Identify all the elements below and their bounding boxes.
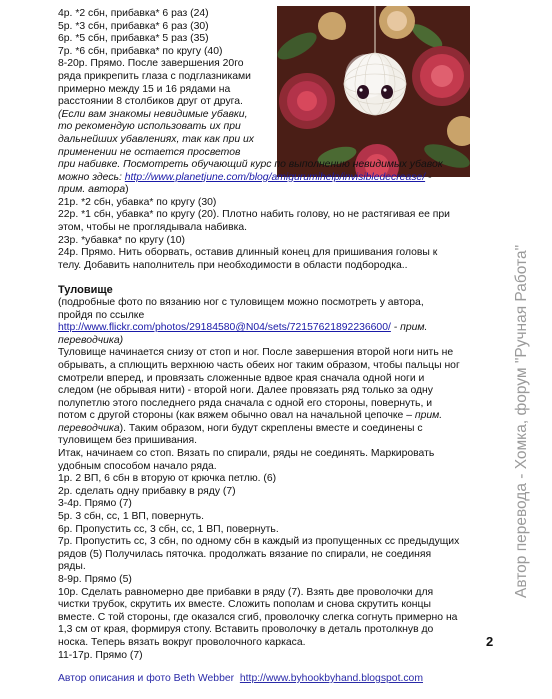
note-credit: прим. автора	[58, 184, 126, 196]
text-line: обрывать, а сплющить верхнюю часть обеих ног таким образом, чтобы пальцы ног	[58, 359, 460, 371]
text-line: 24р. Прямо. Нить оборвать, оставив длинный конец для пришивания головы к	[58, 247, 438, 259]
text-line: рядов (5) Получилась пяточка. продолжать вязание по спирали, не соединяя	[58, 548, 432, 560]
crocheted-head-photo	[277, 6, 470, 177]
text-line: смотрели вперед, и провязать сложенные вдвое края сначала одной ноги и	[58, 372, 425, 384]
rows-block-top	[58, 8, 273, 159]
text-line: 7р. *6 сбн, прибавка* по кругу (40)	[58, 45, 223, 57]
text-italic: переводчика	[58, 422, 120, 434]
text-line	[58, 423, 498, 436]
flickr-link[interactable]: http://www.flickr.com/photos/29184580@N04/sets/72157621892236600/	[58, 322, 391, 334]
footer-author: Автор описания и фото Beth Webber	[58, 673, 235, 684]
text-line: 6р. Пропустить сс, 3 сбн, сс, 1 ВП, повернуть.	[58, 523, 279, 535]
text-line: 23р. *убавка* по кругу (10)	[58, 234, 186, 246]
text-part: потом с другой стороны (как вяжем обычно овал на начальной цепочке –	[58, 410, 412, 422]
text-line: вместе. С той стороны, где оказался сгиб, проволочку слегка согнуть примерно на	[58, 611, 458, 623]
text-line: Итак, начинаем со стоп. Вязать по спирали, ряды не соединять. Маркировать	[58, 448, 435, 460]
page-number: 2	[486, 634, 494, 649]
text-line: примерно между 15 и 16 рядами на	[58, 83, 231, 95]
text-line: следом (не обрывая нити) - второй ноги. Далее провязать ряд только за одну	[58, 385, 433, 397]
link-credit: переводчика)	[58, 334, 124, 346]
note-line: при набивке. Посмотреть обучающий курс по выполнению невидимых убавок	[58, 159, 443, 170]
note-line	[58, 172, 498, 185]
text-line: 1р. 2 ВП, 6 сбн в вторую от крючка петлю. (6)	[58, 473, 277, 485]
text-line: 5р. 3 сбн, сс, 1 ВП, повернуть.	[58, 511, 205, 523]
note-line-text: можно здесь:	[58, 171, 122, 183]
text-line	[58, 410, 498, 423]
text-line: туловищем без пришивания.	[58, 435, 197, 447]
text-line: 6р. *5 сбн, прибавка* 5 раз (35)	[58, 33, 209, 45]
note-close: )	[125, 184, 129, 196]
text-line: 8-20р. Прямо. После завершения 20го	[58, 58, 244, 70]
text-line: 8-9р. Прямо (5)	[58, 574, 132, 585]
text-line: 21р. *2 сбн, убавка* по кругу (30)	[58, 196, 217, 208]
text-line: ряды.	[58, 561, 86, 573]
text-line: носка. Теперь вязать вокруг проволочного каркаса.	[58, 636, 306, 648]
text-line: ряда прикрепить глаза с подглазниками	[58, 70, 251, 82]
photo-illustration	[277, 6, 470, 177]
text-line: этом, чтобы не проглядывала набивка.	[58, 221, 248, 233]
text-line: (подробные фото по вязанию ног с туловищем можно посмотреть у автора,	[58, 296, 424, 308]
text-line: 5р. *3 сбн, прибавка* 6 раз (30)	[58, 20, 209, 32]
text-line: расстоянии 8 столбиков друг от друга.	[58, 96, 243, 108]
invisible-decrease-link[interactable]: http://www.planetjune.com/blog/amigurumihelp/invisibledecrease/	[124, 171, 426, 183]
spacer	[58, 272, 498, 284]
text-line: 22р. *1 сбн, убавка* по кругу (20). Плотно набить голову, но не растягивая ее при	[58, 209, 450, 221]
text-line: телу. Добавить наполнитель при необходимости в области подбородка..	[58, 259, 408, 271]
text-line: чистки трубок, скрутить их вместе. Сложить пополам и снова скрутить концы	[58, 599, 431, 611]
text-line: Туловище начинается снизу от стоп и ног. После завершения второй ноги нить не	[58, 347, 454, 359]
text-line: 11-17р. Прямо (7)	[58, 649, 143, 661]
note-line: дальнейших убавлениях, так как при их	[58, 133, 254, 145]
link-note: - прим.	[390, 322, 428, 334]
text-line: 10р. Сделать равномерно две прибавки в ряду (7). Взять две проволочки для	[58, 586, 434, 598]
text-line: 4р. *2 сбн, прибавка* 6 раз (24)	[58, 8, 209, 19]
rows-block-main	[58, 159, 498, 662]
text-line: 2р. сделать одну прибавку в ряду (7)	[58, 485, 236, 497]
text-line: полупетлю этого последнего ряда сначала с одной его стороны, повернуть, и	[58, 397, 433, 409]
text-part: ). Таким образом, ноги будут скреплены вместе и соединены с	[119, 422, 423, 434]
footer-blog-link[interactable]: http://www.byhookbyhand.blogspot.com	[239, 673, 423, 684]
note-line: применении не остается просветов	[58, 146, 241, 158]
translator-watermark: Автор перевода - Хомка, форум "Ручная Работа"	[513, 244, 530, 598]
note-line: (Если вам знакомы невидимые убавки,	[58, 108, 248, 120]
note-line	[58, 184, 498, 197]
text-line: 7р. Пропустить сс, 3 сбн, по одному сбн в каждый из пропущенных сс предыдущих	[58, 536, 460, 548]
text-line: 3-4р. Прямо (7)	[58, 498, 132, 510]
section-title: Туловище	[58, 284, 113, 297]
footer	[58, 673, 423, 684]
note-line: то рекомендую использовать их при	[58, 121, 241, 133]
text-italic: прим.	[414, 410, 443, 422]
text-line: удобным способом начало ряда.	[58, 460, 217, 472]
text-line	[58, 322, 498, 335]
text-line: 1,3 см от края, формируя стопу. Вставить проволочку в деталь протолкнув до	[58, 624, 434, 636]
text-line: пройдя по ссылке	[58, 309, 145, 321]
note-dash: -	[425, 171, 432, 183]
